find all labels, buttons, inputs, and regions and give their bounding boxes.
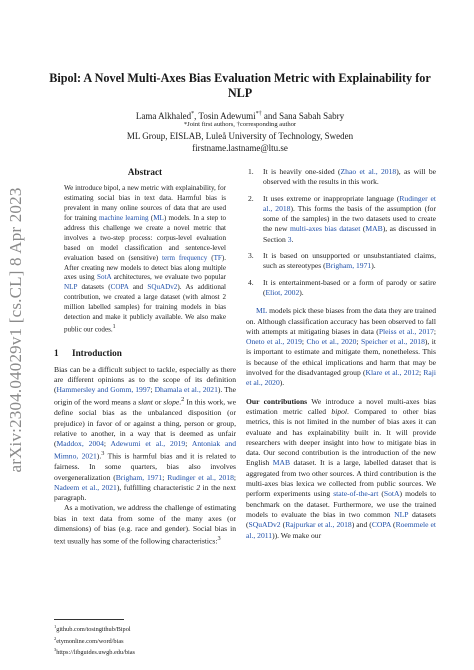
intro-paragraph-2 [54,503,236,547]
citation-link[interactable]: Pleiss et al., 2017 [378,326,434,336]
link-squadv2[interactable]: SQuADv2 [248,520,281,530]
text-segment: ( [378,489,384,499]
contributions-paragraph [246,397,436,541]
link-machine-learning[interactable]: machine learning [98,214,149,223]
footnote-mark: 2 [181,396,185,404]
link-squadv2[interactable]: SQuADv2 [147,283,178,292]
link-copa[interactable]: COPA [110,283,129,292]
citation-link[interactable]: Rudinger et al., 2018 [167,472,234,482]
link-section-3[interactable]: 3 [287,234,292,244]
author-note: *Joint first authors, †corresponding author [183,121,297,128]
footnote-mark: 2 [54,635,57,641]
text-segment: ). This forms the basis of the assumption (for some of the samples) in the two datasets used to create the new [263,203,436,234]
text-segment: dataset. It is a large, labelled dataset that is aggregated from two other sources. A third contribution is the multi-axes bias lexica we collected from public sources. We perform experiments using [246,458,436,499]
title-line-2: NLP [227,86,253,100]
footnote-mark: 3 [217,535,221,543]
list-number: 2. [248,193,254,203]
footnote-mark: 3 [54,647,57,653]
text-segment: It is entertainment-based or a form of parody or satire ( [263,277,436,297]
citation-link[interactable]: Dhamala et al., 2021 [154,385,218,395]
citation-link[interactable]: Eliot, 2002 [265,287,300,297]
text-segment: . [291,234,294,244]
footnote-text: etymonline.com/word/bias [56,637,124,645]
section-title: Introduction [72,348,122,359]
text-segment: or [152,397,164,407]
author-1: Lama Alkhaled [135,111,192,121]
text-segment: ; [150,385,155,395]
text-segment: As a motivation, we address the challenge of estimating bias in text data from some of the many axes (or dimensions) of bias (e.g. race and gender). Social bias in text usually has some of the following characteristics: [54,503,236,546]
author-email: firstname.lastname@ltu.se [192,143,288,153]
link-sota[interactable]: SotA [383,489,400,499]
text-segment: in the next paragraph. [54,482,236,503]
list-item [246,251,436,272]
text-segment: ; [419,368,424,378]
text-segment: Bias can be a difficult subject to tackle, especially as there are different opinions as to the scope of its definition ( [54,364,236,395]
citation-link[interactable]: Maddox, 2004 [56,439,104,449]
text-segment: We introduce a novel multi-axes bias estimation metric called [246,396,436,416]
abstract-text [54,184,236,335]
text-segment: It is heavily one-sided ( [263,167,341,176]
text-segment: ; [233,472,237,482]
text-segment: ) and ( [351,520,372,530]
characteristics-list [246,167,436,298]
text-segment: ), as discussed in Section [263,224,436,244]
arxiv-stamp [4,150,28,510]
abstract-segment: ). After creating new models to detect bias along multiple axes using [64,253,226,282]
list-item [246,167,436,188]
text-segment: ; [433,326,436,336]
text-segment: This is harmful bias and it is related to fairness. In some quarters, bias also involves overgeneralization ( [54,451,236,482]
abstract-segment: ( [207,253,214,262]
emphasis: slope [163,397,180,407]
text-segment: ; [185,439,192,449]
text-segment: ; [356,337,362,347]
footnote-mark: 1 [54,624,57,629]
abstract-segment: ( [148,214,154,223]
text-segment: ). [371,261,376,271]
footnote-2 [54,635,236,647]
text-segment: ), fulfilling characteristic [116,482,197,492]
citation-link[interactable]: Oneto et al., 2019 [246,337,302,347]
citation-link[interactable]: Rajpurkar et al., 2018 [285,520,352,530]
link-mab[interactable]: MAB [272,458,291,468]
link-copa[interactable]: COPA [371,520,391,530]
author-list [40,108,440,122]
affiliation: ML Group, EISLAB, Luleå University of Technology, Sweden [126,131,354,141]
emphasis: slant [138,397,153,407]
text-segment: ) models to benchmark on the dataset. Furthermore, we use the trained models to evaluate the bias in two common [246,489,437,519]
text-segment: ), as will be observed with the results in this work. [263,167,436,187]
text-segment: It uses extreme or inappropriate language ( [263,193,400,203]
author-2: , Tosin Adewumi [194,111,256,121]
left-column [54,167,236,547]
citation-link[interactable]: Antoniak and Mimno, 2021 [54,439,237,461]
citation-link[interactable]: Roemmele et al., 2011 [246,520,436,540]
right-paragraph-1 [246,306,436,388]
link-state-of-the-art[interactable]: state-of-the-art [333,489,379,499]
citation-link[interactable]: Zhao et al., 2018 [340,167,397,176]
footnote-text: github.com/tosingithub/Bipol [56,626,131,634]
citation-link[interactable]: Speicher et al., 2018 [361,337,425,347]
citation-link[interactable]: Cho et al., 2020 [306,337,357,347]
arxiv-stamp-text: arXiv:2304.04029v1 [cs.CL] 8 Apr 2023 [6,187,25,473]
footnote-rule [54,619,124,620]
citation-link[interactable]: Nadeem et al., 2021 [54,482,117,492]
link-nlp[interactable]: NLP [64,283,78,292]
intro-heading [54,348,236,358]
list-item [246,194,436,245]
abstract-segment: ) models. In a step to address this challenge we create a novel metric that involves a two-step process: corpus-level evaluation based on model classification and sentence-level evaluation based on (sensitive) [64,214,226,262]
citation-link[interactable]: Adewumi et al., 2019 [110,439,186,449]
citation-link[interactable]: Brigham, 1971 [115,472,163,482]
text-segment: )). We make our [272,530,322,540]
text-segment: It is based on unsupported or unsubstantiated claims, such as stereotypes ( [263,251,436,271]
text-segment: ). [96,451,102,461]
list-number: 4. [248,277,254,287]
abstract-segment: We introduce bipol, a new metric with explainability, for estimating social bias in text data. Harmful bias is prevalent in many online sources of data that are used for training [64,184,226,223]
text-segment: ( [390,520,396,530]
link-tf[interactable]: TF [213,253,222,262]
citation-link[interactable]: Klare et al., 2012 [365,368,419,378]
title-line-1: Bipol: A Novel Multi-Axes Bias Evaluation Metric with Explainability for [49,71,431,85]
abstract-segment: and [128,283,148,292]
contributions-heading: Our contributions [246,396,308,406]
intro-paragraph-1 [54,365,236,504]
footnote-mark: 3 [101,450,105,458]
right-column [246,167,436,541]
link-sota[interactable]: SotA [97,273,112,282]
link-ml[interactable]: ML [256,306,268,316]
footnote-3 [54,646,236,658]
citation-link[interactable]: Hammersley and Gomm, 1997 [56,385,151,395]
text-segment: ). [279,378,285,388]
text-segment: ( [280,520,286,530]
emphasis: 2 [196,482,201,492]
text-segment: ), it is important to estimate and mitigate them, nonetheless. This is because of the ethical implications and harm that may be involved for the disadvantaged group ( [246,337,437,378]
text-segment: In this work, we define social bias as the unbalanced disposition (or prejudice) in favor of or against a thing, person or group, relative to another, in a way that is deemed as unfair ( [54,397,236,449]
link-term-frequency[interactable]: term frequency [162,253,208,262]
link-ml[interactable]: ML [153,214,164,223]
link-mab[interactable]: MAB [365,224,383,234]
footnote-mark: 1 [112,323,116,330]
text-segment: ). [299,287,304,297]
citation-link[interactable]: Brigham, 1971 [325,261,372,271]
text-segment: . [179,397,182,407]
emphasis: bipol [331,406,348,416]
author-3: and Sana Sabah Sabry [261,111,345,121]
citation-link[interactable]: Rudinger et al., 2018 [263,193,437,213]
list-number: 1. [248,167,254,176]
text-segment: ; [103,439,111,449]
list-number: 3. [248,251,254,261]
footnote-1 [54,623,236,635]
abstract-segment: datasets ( [77,283,111,292]
section-number: 1 [54,348,59,359]
text-segment: datasets ( [246,509,436,530]
abstract-segment: architectures, we evaluate two popular [111,273,226,282]
citation-link[interactable]: Raji et al., 2020 [246,368,436,388]
footnotes [54,619,236,658]
text-segment: ; [301,337,307,347]
text-segment: ; [162,472,168,482]
text-segment: ( [360,224,366,234]
author-2-mark: *† [255,111,262,117]
footnote-text: https://libguides.uwgb.edu/bias [56,649,135,657]
paper-title [40,71,440,101]
text-segment: . Compared to other bias metrics, this is not limited in the number of bias axes it can evaluate and has explainability built in. It will provide researchers with deeper insight into how to mitigate bias in data. Our second contribution is the introduction of the new English [246,406,436,468]
abstract-heading: Abstract [127,167,163,177]
link-mab-dataset[interactable]: multi-axes bias dataset [289,224,361,234]
text-segment: ). The origin of the word means a [54,385,236,407]
list-item [246,278,436,299]
author-1-mark: * [191,111,195,117]
link-nlp[interactable]: NLP [394,509,409,519]
abstract-segment: ). As additional contribution, we created a large dataset (with almost 2 million labelled samples) for training models in bias detection and make it publicly available. We also make public our codes. [64,283,226,334]
text-segment: models pick these biases from the data they are trained on. Although classification accuracy has been observed to fall with attempts at mitigating biases in data ( [246,306,436,336]
